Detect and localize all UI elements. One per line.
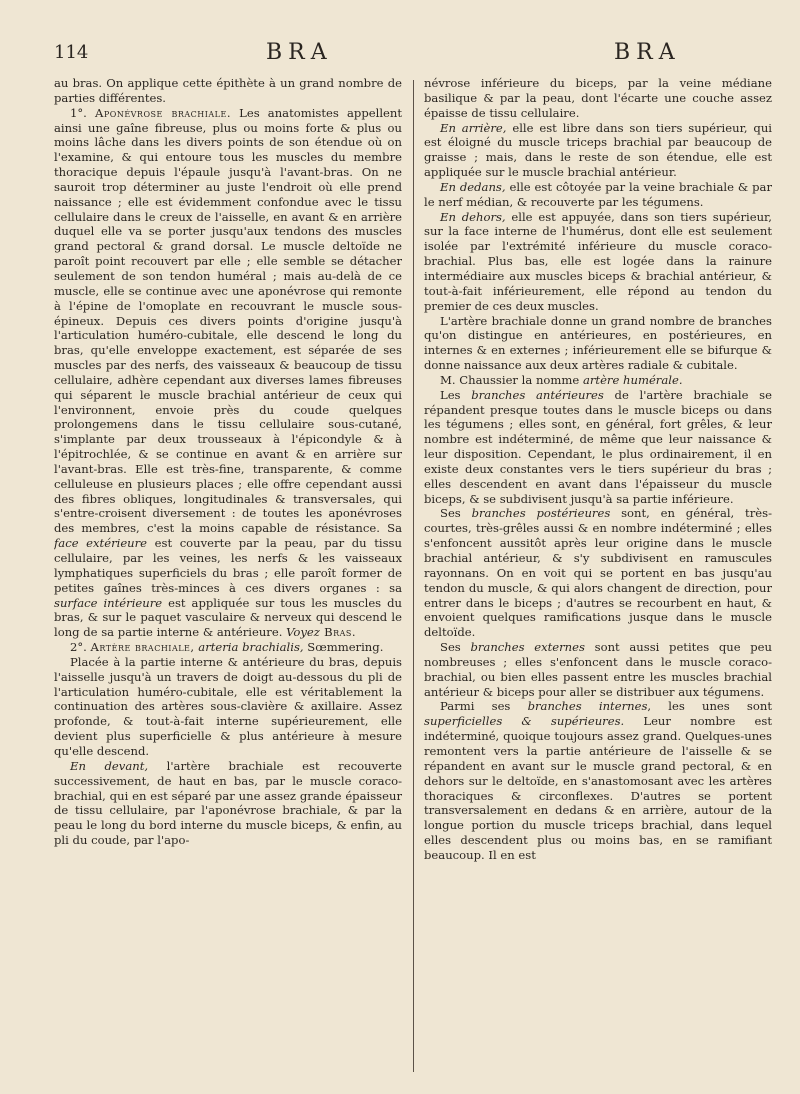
running-head-left: BRA <box>266 40 333 65</box>
paragraph: Ses branches postérieures sont, en général, très-courtes, très-grêles aussi & en nombre indéterminé ; elles s'enfoncent aussitôt après leur origine dans le muscle brachial antérieur, & s'y subdivisent en ramuscules rayonnans. On en voit qui se portent en bas jusqu'au tendon du muscle, & qui alors changent de direction, pour entrer dans le biceps ; d'autres se recourbent en haut, & envoient quelques ramifications jusque dans le muscle deltoïde. <box>424 506 772 640</box>
paragraph: au bras. On applique cette épithète à un grand nombre de parties différentes. <box>54 76 402 105</box>
paragraph-artere-heading: 2°. Artère brachiale, arteria brachialis, Sœmmering. <box>70 640 384 655</box>
left-column <box>54 76 402 1076</box>
paragraph: Les branches antérieures de l'artère brachiale se répandent presque toutes dans le muscle biceps ou dans les tégumens ; elles sont, en général, fort grêles, & leur nombre est indéterminé, de même que leur naissance & leur disposition. Cependant, le plus ordinairement, il en existe deux constantes vers le tiers supérieur du bras ; elles descendent en avant dans l'épaisseur du muscle biceps, & se subdivisent jusqu'à sa partie inférieure. <box>424 387 772 506</box>
paragraph: En dehors, elle est appuyée, dans son tiers supérieur, sur la face interne de l'humérus, dont elle est seulement isolée par l'extrémité inférieure du muscle coraco-brachial. Plus bas, elle est logée dans la rainure intermédiaire aux muscles biceps & brachial antérieur, & tout-à-fait inférieurement, elle répond au tendon du premier de ces deux muscles. <box>424 209 772 313</box>
column-divider <box>413 80 414 1072</box>
paragraph: M. Chaussier la nomme artère humérale. <box>440 372 683 387</box>
right-column <box>424 76 772 1076</box>
paragraph: névrose inférieure du biceps, par la veine médiane basilique & par la peau, dont l'écarte une couche assez épaisse de tissu cellulaire. <box>424 76 772 120</box>
page-header <box>54 42 774 72</box>
paragraph-aponevrose: 1°. Aponévrose brachiale. Les anatomistes appellent ainsi une gaîne fibreuse, plus ou moins forte & plus ou moins lâche dans les divers points de son étendue où on l'examine, & qui entoure tous les muscles du membre thoracique depuis l'épaule jusqu'à l'avant-bras. On ne sauroit trop déterminer au juste l'endroit où elle prend naissance ; elle est évidemment confondue avec le tissu cellulaire dans le creux de l'aisselle, en avant & en arrière duquel elle va se porter jusqu'aux tendons des muscles grand pectoral & grand dorsal. Le muscle deltoïde ne paroît point recouvert par elle ; elle semble se détacher seulement de son tendon huméral ; mais au-delà de ce muscle, elle se continue avec une aponévrose qui remonte à l'épine de l'omoplate en recouvrant le muscle sous-épineux. Depuis ces divers points d'origine jusqu'à l'articulation huméro-cubitale, elle descend le long du bras, qu'elle enveloppe exactement, est séparée de ses muscles par des nerfs, des vaisseaux & beaucoup de tissu cellulaire, adhère cependant aux diverses lames fibreuses qui séparent le muscle brachial antérieur de ceux qui l'environnent, envoie près du coude quelques prolongemens dans le tissu cellulaire sous-cutané, s'implante par deux trousseaux à l'épicondyle & à l'épitrochlée, & se continue en avant & en arrière sur l'avant-bras. Elle est très-fine, transparente, & comme celluleuse en plusieurs places ; elle offre cependant aussi des fibres obliques, longitudinales & transversales, qui s'entre-croisent diversement : de toutes les aponévroses des membres, c'est la moins capable de résistance. Sa face extérieure est couverte par la peau, par du tissu cellulaire, par les veines, les nerfs & les vaisseaux lymphatiques superficiels du bras ; elle paroît former de petites gaînes très-minces à ces divers organes : sa surface intérieure est appliquée sur tous les muscles du bras, & sur le paquet vasculaire & nerveux qui descend le long de sa partie interne & antérieure. Voyez Bras. <box>54 105 402 640</box>
paragraph: Placée à la partie interne & antérieure du bras, depuis l'aisselle jusqu'à un travers de doigt au-dessous du pli de l'articulation huméro-cubitale, elle est véritablement la continuation des artères sous-clavière & axillaire. Assez profonde, & tout-à-fait interne supérieurement, elle devient plus superficielle & plus antérieure à mesure qu'elle descend. <box>54 654 402 758</box>
entry-heading: Artère brachiale, <box>90 640 195 655</box>
cross-reference: Voyez <box>286 625 320 640</box>
paragraph: En dedans, elle est côtoyée par la veine brachiale & par le nerf médian, & recouverte par les tégumens. <box>424 179 772 209</box>
paragraph: En arrière, elle est libre dans son tiers supérieur, qui est éloigné du muscle triceps brachial par beaucoup de graisse ; mais, dans le reste de son étendue, elle est appliquée sur le muscle brachial antérieur. <box>424 120 772 180</box>
page-number: 114 <box>54 42 89 63</box>
paragraph: Ses branches externes sont aussi petites que peu nombreuses ; elles s'enfoncent dans le muscle coraco-brachial, ou bien elles passent entre les muscles brachial antérieur & biceps pour aller se distribuer aux tégumens. <box>424 640 772 699</box>
running-head-right: BRA <box>614 40 681 65</box>
paragraph: L'artère brachiale donne un grand nombre de branches qu'on distingue en antérieures, en postérieures, en internes & en externes ; inférieurement elle se bifurque & donne naissance aux deux artères radiale & cubitale. <box>424 313 772 373</box>
paragraph: Parmi ses branches internes, les unes sont superficielles & supérieures. Leur nombre est indéterminé, quoique toujours assez grand. Quelques-unes remontent vers la partie antérieure de l'aisselle & se répandent en avant sur le muscle grand pectoral, & en dehors sur le deltoïde, en s'anastomosant avec les artères thoraciques & circonflexes. D'autres se portent transversalement en dedans & en arrière, autour de la longue portion du muscle triceps brachial, dans lequel elles descendent plus ou moins bas, en se ramifiant beaucoup. Il en est <box>424 699 772 862</box>
entry-heading: Aponévrose brachiale. <box>95 105 232 120</box>
paragraph: En devant, l'artère brachiale est recouverte successivement, de haut en bas, par le muscle coraco-brachial, qui en est séparé par une assez grande épaisseur de tissu cellulaire, par l'aponévrose brachiale, & par la peau le long du bord interne du muscle biceps, & enfin, au pli du coude, par l'apo- <box>54 758 402 848</box>
